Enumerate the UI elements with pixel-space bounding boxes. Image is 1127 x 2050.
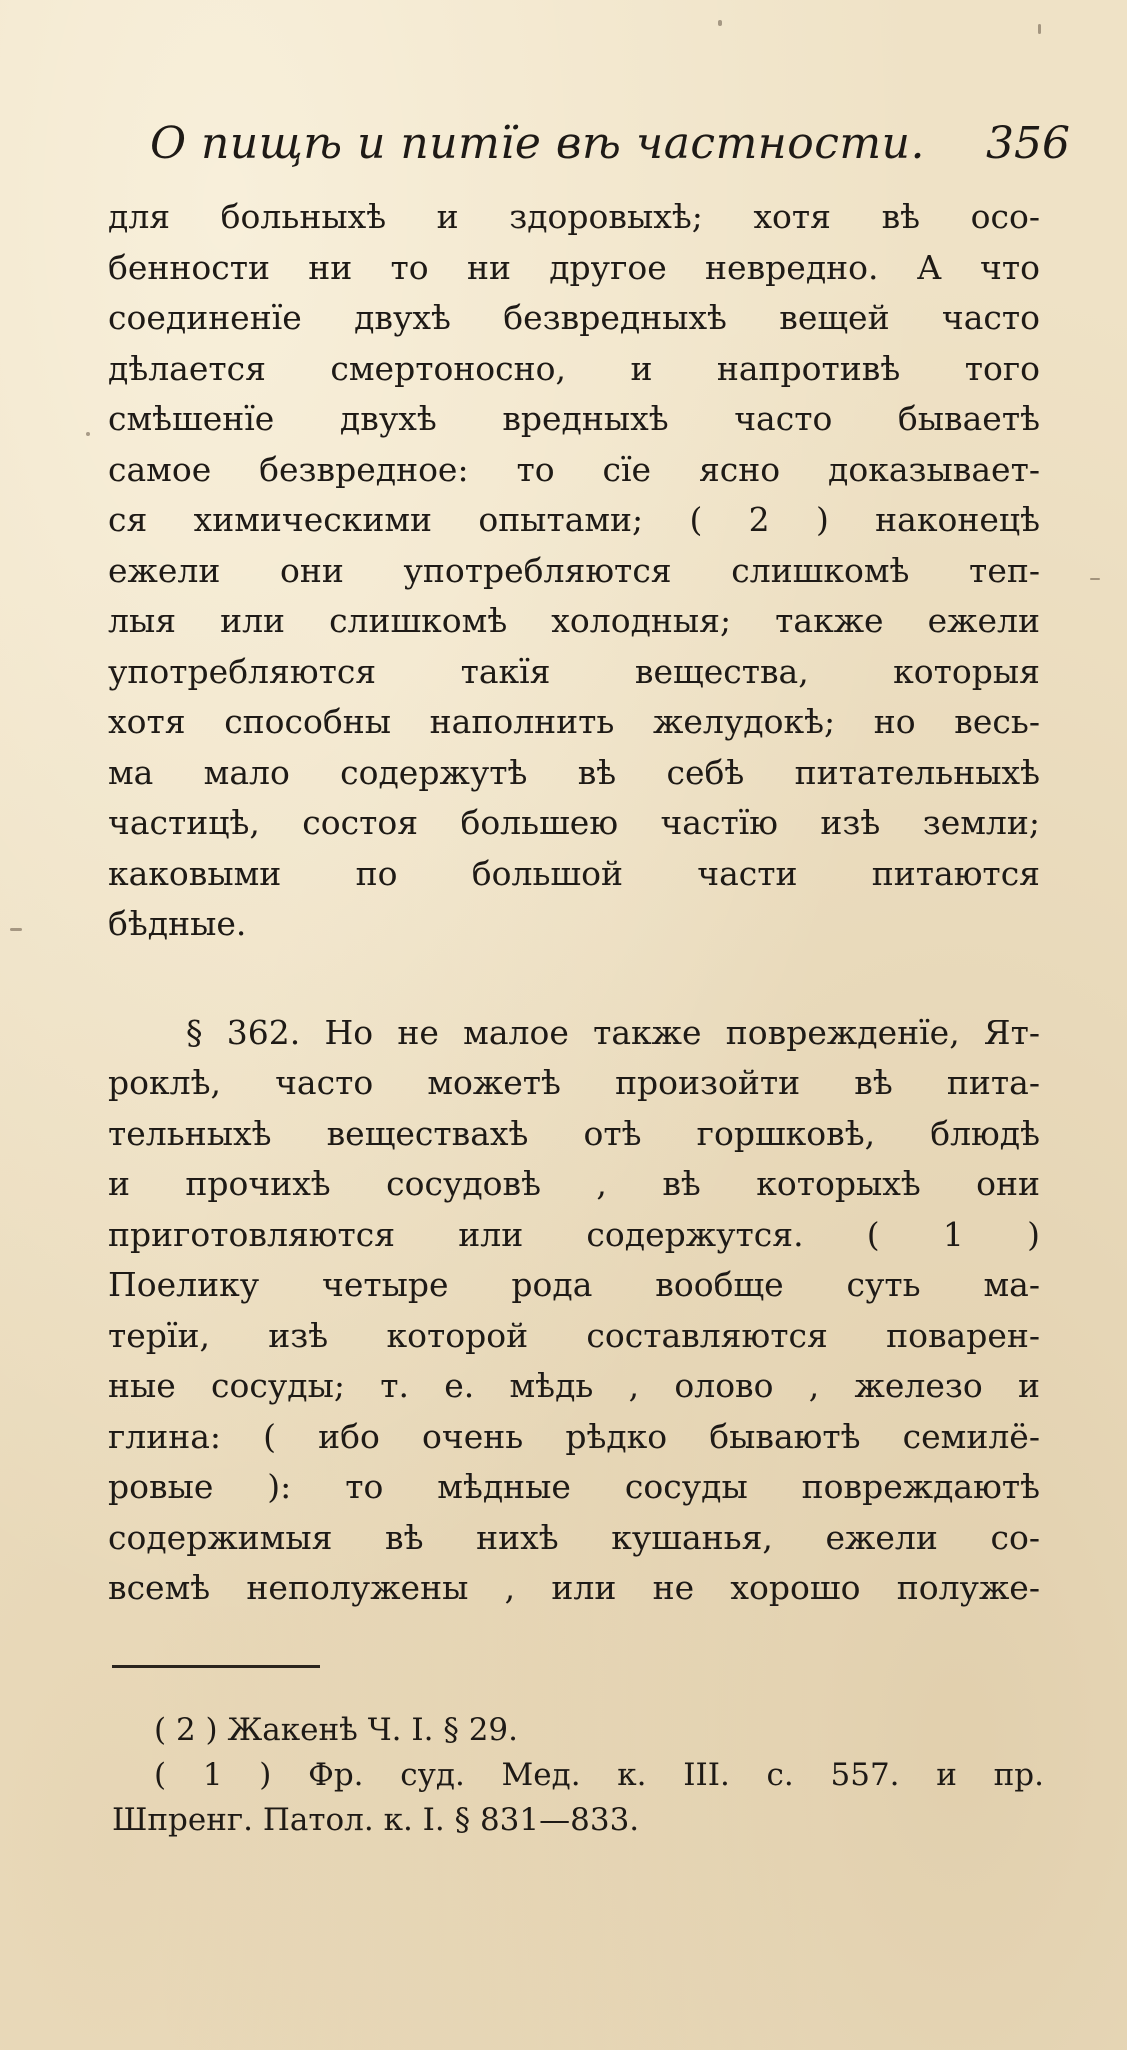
text-line: рoклѣ, часто можетѣ произойти вѣ пита- xyxy=(108,1063,1040,1102)
text-line: лыя или слишкомѣ холодныя; также ежели xyxy=(108,601,1040,640)
paper-speck xyxy=(718,20,722,26)
text-line: частицѣ, состоя большею частїю изѣ земли; xyxy=(108,803,1040,842)
text-line: ровые ): то мѣдные сосуды повреждаютѣ xyxy=(108,1467,1040,1506)
footnote-2: ( 2 ) Жакенѣ Ч. I. § 29. xyxy=(154,1712,518,1748)
paragraph-continued xyxy=(108,192,1040,950)
text-line: ся химическими опытами; ( 2 ) наконецѣ xyxy=(108,500,1040,539)
text-line: приготовляются или содержутся. ( 1 ) xyxy=(108,1214,1040,1254)
text-line: хотя способны наполнить желудокѣ; но весь- xyxy=(108,702,1040,741)
text-line: дѣлается смертоносно, и напротивѣ того xyxy=(108,348,1040,388)
text-line: ежели они употребляются слишкомѣ теп- xyxy=(108,550,1040,590)
section-first-line: § 362. Но не малое также поврежденїе, Ят- xyxy=(186,1012,1040,1052)
text-line: самое безвредное: то сїе ясно доказывает- xyxy=(108,449,1040,489)
text-line: употребляются такїя вещества, которыя xyxy=(108,651,1040,691)
text-line: глина: ( ибо очень рѣдко бываютѣ семилё- xyxy=(108,1416,1040,1456)
text-line: бенности ни то ни другое невредно. А что xyxy=(108,247,1040,287)
text-line: тельныхѣ веществахѣ отѣ горшковѣ, блюдѣ xyxy=(108,1113,1040,1153)
text-line: соединенїе двухѣ безвредныхѣ вещей часто xyxy=(108,298,1040,337)
footnote-separator xyxy=(112,1665,320,1668)
text-line: смѣшенїе двухѣ вредныхѣ часто бываетѣ xyxy=(108,399,1040,438)
paragraph-section-362 xyxy=(108,1008,1040,1614)
paper-speck xyxy=(1038,24,1041,34)
text-line: Поелику четыре рода вообще суть ма- xyxy=(108,1265,1040,1304)
text-line: бѣдные. xyxy=(108,904,247,943)
paper-speck xyxy=(10,928,22,931)
text-line: каковыми по большой части питаются xyxy=(108,853,1040,893)
text-line: ные сосуды; т. е. мѣдь , олово , железо и xyxy=(108,1366,1040,1405)
text-line: для больныхѣ и здоровыхѣ; хотя вѣ осо- xyxy=(108,197,1040,236)
text-line: ма мало содержутѣ вѣ себѣ питательныхѣ xyxy=(108,752,1040,792)
paragraph-gap xyxy=(108,950,1040,1008)
text-line: содержимыя вѣ нихѣ кушанья, ежели со- xyxy=(108,1517,1040,1557)
text-line: терїи, изѣ которой составляются поварен- xyxy=(108,1315,1040,1355)
footnote-1: ( 1 ) Фр. суд. Мед. к. III. с. 557. и пр. xyxy=(154,1757,1044,1793)
paper-speck xyxy=(1090,578,1100,580)
footnotes xyxy=(112,1708,1044,1843)
text-line: всемѣ неполужены , или не хорошо полуже- xyxy=(108,1568,1040,1607)
paper-speck xyxy=(86,432,90,436)
running-header xyxy=(150,118,1070,188)
page-number: 356 xyxy=(986,118,1070,169)
main-text xyxy=(108,192,1040,1614)
running-title: О пищѣ и питїе вѣ частности. xyxy=(150,118,925,169)
footnote-1-continued: Шпренг. Патол. к. I. § 831—833. xyxy=(112,1802,640,1838)
text-line: и прочихѣ сосудовѣ , вѣ которыхѣ они xyxy=(108,1164,1040,1203)
